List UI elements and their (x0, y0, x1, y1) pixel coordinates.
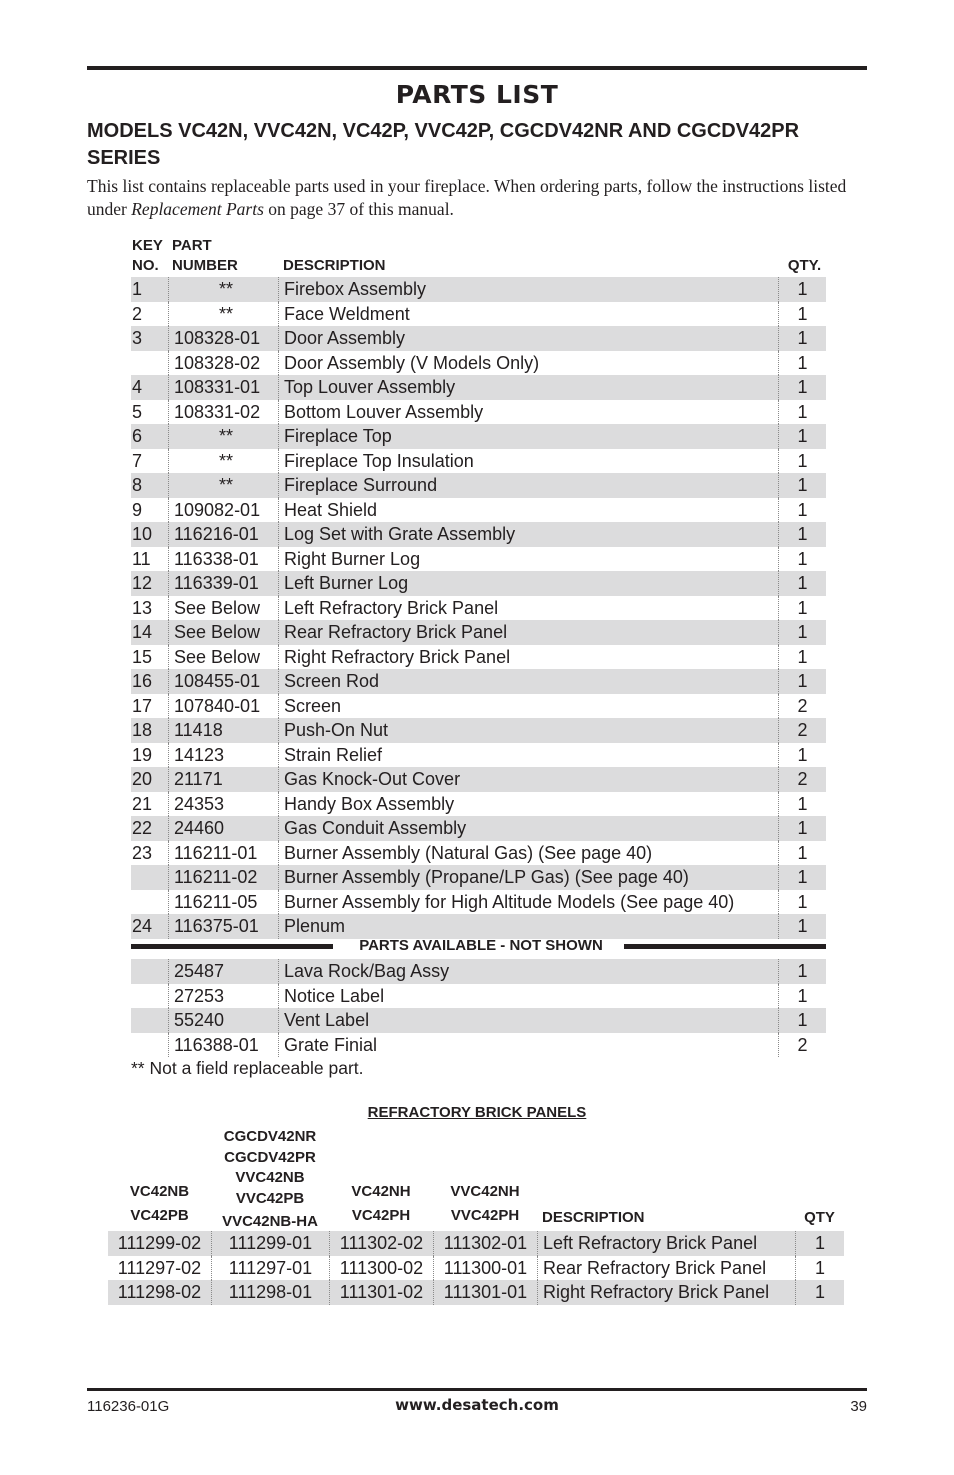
intro-text-after: on page 37 of this manual. (263, 199, 454, 219)
parts-row (131, 865, 826, 890)
part-quantity: 1 (778, 743, 826, 768)
key-number: 19 (132, 744, 153, 765)
part-number: 116339-01 (168, 571, 278, 596)
part-quantity: 2 (778, 718, 826, 743)
intro-paragraph (87, 175, 877, 221)
part-quantity: 1 (778, 302, 826, 327)
not-shown-divider (131, 936, 826, 956)
part-description: Vent Label (278, 1008, 778, 1033)
part-number: 55240 (168, 1008, 278, 1033)
part-quantity: 1 (778, 620, 826, 645)
key-number: 3 (132, 328, 143, 348)
part-quantity: 1 (778, 1008, 826, 1033)
ref-header-col2-line: CGCDV42PR (224, 1148, 316, 1166)
parts-row (131, 743, 826, 768)
parts-table (131, 277, 826, 939)
part-description: Top Louver Assembly (278, 375, 778, 400)
part-number: 107840-01 (168, 694, 278, 719)
part-description: Fireplace Top Insulation (278, 449, 778, 474)
part-quantity: 1 (778, 792, 826, 817)
key-number: 20 (132, 769, 153, 789)
part-vc42nb: 111297-02 (117, 1257, 202, 1278)
part-vc42nb: 111298-02 (117, 1282, 202, 1302)
part-quantity: 1 (778, 424, 826, 449)
part-description: Gas Conduit Assembly (278, 816, 778, 841)
key-number: 8 (132, 475, 143, 495)
key-number: 1 (132, 279, 143, 299)
parts-row (131, 694, 826, 719)
bottom-rule (87, 1388, 867, 1391)
part-number: See Below (168, 620, 278, 645)
part-description: Screen Rod (278, 669, 778, 694)
key-number: 12 (132, 573, 153, 593)
parts-row (131, 1033, 826, 1058)
parts-row (131, 547, 826, 572)
part-quantity: 1 (778, 669, 826, 694)
part-description: Door Assembly (278, 326, 778, 351)
key-number: 14 (132, 622, 153, 642)
ref-header-col1-line: VC42PB (130, 1206, 189, 1224)
parts-row (131, 645, 826, 670)
parts-row (131, 375, 826, 400)
parts-row (131, 792, 826, 817)
part-number: 108331-01 (168, 375, 278, 400)
part-quantity: 1 (778, 375, 826, 400)
part-description: Fireplace Surround (278, 473, 778, 498)
not-shown-label: PARTS AVAILABLE - NOT SHOWN (359, 937, 603, 954)
part-cgcdv42nr: 111299-01 (211, 1231, 329, 1256)
part-quantity: 1 (778, 547, 826, 572)
panel-description: Rear Refractory Brick Panel (537, 1256, 795, 1281)
part-description: Strain Relief (278, 743, 778, 768)
part-description: Gas Knock-Out Cover (278, 767, 778, 792)
part-number: ** (168, 473, 278, 498)
parts-row (131, 498, 826, 523)
part-number: 116388-01 (168, 1033, 278, 1058)
part-cgcdv42nr: 111297-01 (211, 1256, 329, 1281)
part-quantity: 1 (778, 498, 826, 523)
intro-text-italic: Replacement Parts (131, 199, 264, 219)
part-number: 24460 (168, 816, 278, 841)
page-number: 39 (850, 1398, 867, 1415)
panel-description: Left Refractory Brick Panel (537, 1231, 795, 1256)
part-quantity: 1 (778, 351, 826, 376)
part-vvc42nh: 111300-01 (433, 1256, 537, 1281)
part-quantity: 1 (778, 865, 826, 890)
parts-table-header (131, 236, 826, 276)
parts-row (131, 277, 826, 302)
part-number: ** (168, 424, 278, 449)
key-number: 10 (132, 524, 153, 544)
key-number: 24 (132, 916, 153, 936)
key-number: 6 (132, 426, 143, 446)
header-key-bottom: NO. (132, 257, 159, 274)
header-part-top: PART (172, 237, 212, 254)
part-number: ** (168, 449, 278, 474)
part-description: Burner Assembly (Natural Gas) (See page 40) (278, 841, 778, 866)
parts-row (131, 351, 826, 376)
refractory-row (108, 1256, 844, 1281)
parts-row (131, 890, 826, 915)
key-number: 13 (132, 597, 153, 618)
ref-header-col2-line: CGCDV42NR (223, 1128, 317, 1145)
part-number: See Below (168, 596, 278, 621)
key-number: 2 (132, 303, 143, 324)
parts-row (131, 718, 826, 743)
part-vvc42nh: 111301-01 (433, 1280, 537, 1305)
part-quantity: 1 (778, 449, 826, 474)
part-description: Firebox Assembly (278, 277, 778, 302)
key-number: 7 (132, 450, 143, 471)
ref-header-col2 (211, 1127, 329, 1233)
header-key-top: KEY (132, 237, 163, 254)
part-vvc42nh: 111302-01 (433, 1231, 537, 1256)
parts-row (131, 620, 826, 645)
key-number: 5 (132, 401, 143, 422)
key-number: 9 (132, 499, 143, 520)
part-description: Right Burner Log (278, 547, 778, 572)
key-number: 16 (132, 671, 153, 691)
part-quantity: 2 (778, 767, 826, 792)
part-description: Bottom Louver Assembly (278, 400, 778, 425)
part-number: 21171 (168, 767, 278, 792)
part-quantity: 1 (778, 890, 826, 915)
ref-header-col4 (433, 1127, 537, 1226)
header-part-bottom: NUMBER (172, 257, 238, 274)
part-number: 14123 (168, 743, 278, 768)
part-number: See Below (168, 645, 278, 670)
parts-row (131, 1008, 826, 1033)
part-description: Push-On Nut (278, 718, 778, 743)
part-quantity: 1 (778, 522, 826, 547)
ref-header-col1-line: VC42NB (129, 1183, 190, 1200)
not-shown-table (131, 959, 826, 1057)
part-description: Fireplace Top (278, 424, 778, 449)
key-number: 23 (132, 842, 153, 863)
part-description: Left Refractory Brick Panel (278, 596, 778, 621)
refractory-row (108, 1280, 844, 1305)
part-quantity: 1 (778, 914, 826, 939)
parts-row (131, 473, 826, 498)
divider-bar-left (131, 944, 333, 949)
header-description: DESCRIPTION (283, 257, 386, 274)
part-number: 116216-01 (168, 522, 278, 547)
part-quantity: 1 (778, 841, 826, 866)
part-number: 116211-02 (168, 865, 278, 890)
part-description: Handy Box Assembly (278, 792, 778, 817)
key-number: 15 (132, 646, 153, 667)
part-description: Screen (278, 694, 778, 719)
part-number: 27253 (168, 984, 278, 1009)
ref-header-col2-line: VVC42PB (235, 1189, 305, 1207)
parts-row (131, 841, 826, 866)
parts-row (131, 522, 826, 547)
part-quantity: 1 (778, 326, 826, 351)
parts-row (131, 424, 826, 449)
part-quantity: 1 (778, 400, 826, 425)
part-quantity: 1 (778, 645, 826, 670)
part-quantity: 1 (778, 596, 826, 621)
ref-header-col4-line: VVC42NH (450, 1183, 520, 1200)
doc-number: 116236-01G (87, 1398, 170, 1415)
key-number: 21 (132, 793, 153, 814)
part-number: 116211-01 (168, 841, 278, 866)
part-description: Grate Finial (278, 1033, 778, 1058)
part-quantity: 2 (778, 694, 826, 719)
divider-bar-right (624, 944, 826, 949)
website-link[interactable]: www.desatech.com (395, 1396, 559, 1414)
panel-quantity: 1 (795, 1280, 844, 1305)
page-title: PARTS LIST (395, 80, 559, 109)
part-description: Burner Assembly for High Altitude Models (See page 40) (278, 890, 778, 915)
footnote: ** Not a field replaceable part. (131, 1058, 364, 1078)
part-description: Burner Assembly (Propane/LP Gas) (See page 40) (278, 865, 778, 890)
part-number: ** (168, 277, 278, 302)
part-number: 25487 (168, 959, 278, 984)
ref-header-description: DESCRIPTION (542, 1209, 645, 1226)
part-number: 108328-02 (168, 351, 278, 376)
part-description: Face Weldment (278, 302, 778, 327)
parts-row (131, 302, 826, 327)
part-description: Lava Rock/Bag Assy (278, 959, 778, 984)
part-description: Notice Label (278, 984, 778, 1009)
part-description: Door Assembly (V Models Only) (278, 351, 778, 376)
part-number: 11418 (168, 718, 278, 743)
ref-header-qty: QTY (804, 1209, 835, 1226)
ref-header-col3 (329, 1127, 433, 1226)
part-vc42nh: 111302-02 (329, 1231, 433, 1256)
refractory-row (108, 1231, 844, 1256)
ref-header-col3-line: VC42PH (351, 1206, 411, 1224)
part-number: 109082-01 (168, 498, 278, 523)
parts-row (131, 914, 826, 939)
part-description: Heat Shield (278, 498, 778, 523)
panel-description: Right Refractory Brick Panel (537, 1280, 795, 1305)
ref-header-col1 (108, 1127, 211, 1226)
key-number: 4 (132, 377, 143, 397)
part-vc42nb: 111299-02 (117, 1233, 202, 1253)
intro-text-before: This list contains replaceable parts used in your fireplace. When ordering parts, follow the instructions listed under (87, 176, 847, 219)
part-description: Right Refractory Brick Panel (278, 645, 778, 670)
refractory-title: REFRACTORY BRICK PANELS (367, 1104, 587, 1121)
part-vc42nh: 111300-02 (329, 1256, 433, 1281)
top-rule (87, 66, 867, 70)
part-number: 116338-01 (168, 547, 278, 572)
part-quantity: 1 (778, 984, 826, 1009)
ref-header-col4-line: VVC42PH (450, 1206, 520, 1224)
part-vc42nh: 111301-02 (329, 1280, 433, 1305)
part-number: 108328-01 (168, 326, 278, 351)
part-quantity: 1 (778, 959, 826, 984)
part-description: Log Set with Grate Assembly (278, 522, 778, 547)
key-number: 22 (132, 818, 153, 838)
parts-row (131, 571, 826, 596)
header-qty: QTY. (787, 257, 822, 274)
key-number: 18 (132, 720, 153, 740)
key-number: 17 (132, 695, 153, 716)
part-quantity: 1 (778, 277, 826, 302)
part-number: 116375-01 (168, 914, 278, 939)
parts-row (131, 816, 826, 841)
models-heading: MODELS VC42N, VVC42N, VC42P, VVC42P, CGCDV42NR AND CGCDV42PR SERIES (87, 120, 800, 169)
part-number: 24353 (168, 792, 278, 817)
part-quantity: 2 (778, 1033, 826, 1058)
ref-header-col3-line: VC42NH (351, 1183, 411, 1200)
parts-row (131, 959, 826, 984)
part-number: 116211-05 (168, 890, 278, 915)
parts-row (131, 400, 826, 425)
parts-row (131, 449, 826, 474)
parts-row (131, 767, 826, 792)
part-description: Plenum (278, 914, 778, 939)
parts-row (131, 596, 826, 621)
part-quantity: 1 (778, 473, 826, 498)
part-quantity: 1 (778, 816, 826, 841)
part-cgcdv42nr: 111298-01 (211, 1280, 329, 1305)
part-description: Left Burner Log (278, 571, 778, 596)
part-number: ** (168, 302, 278, 327)
part-number: 108455-01 (168, 669, 278, 694)
panel-quantity: 1 (795, 1231, 844, 1256)
part-description: Rear Refractory Brick Panel (278, 620, 778, 645)
part-number: 108331-02 (168, 400, 278, 425)
part-quantity: 1 (778, 571, 826, 596)
ref-header-col2-line: VVC42NB (235, 1169, 305, 1186)
parts-row (131, 669, 826, 694)
parts-row (131, 984, 826, 1009)
parts-row (131, 326, 826, 351)
panel-quantity: 1 (795, 1256, 844, 1281)
ref-header-col2-line: VVC42NB-HA (222, 1213, 318, 1230)
key-number: 11 (132, 548, 151, 569)
